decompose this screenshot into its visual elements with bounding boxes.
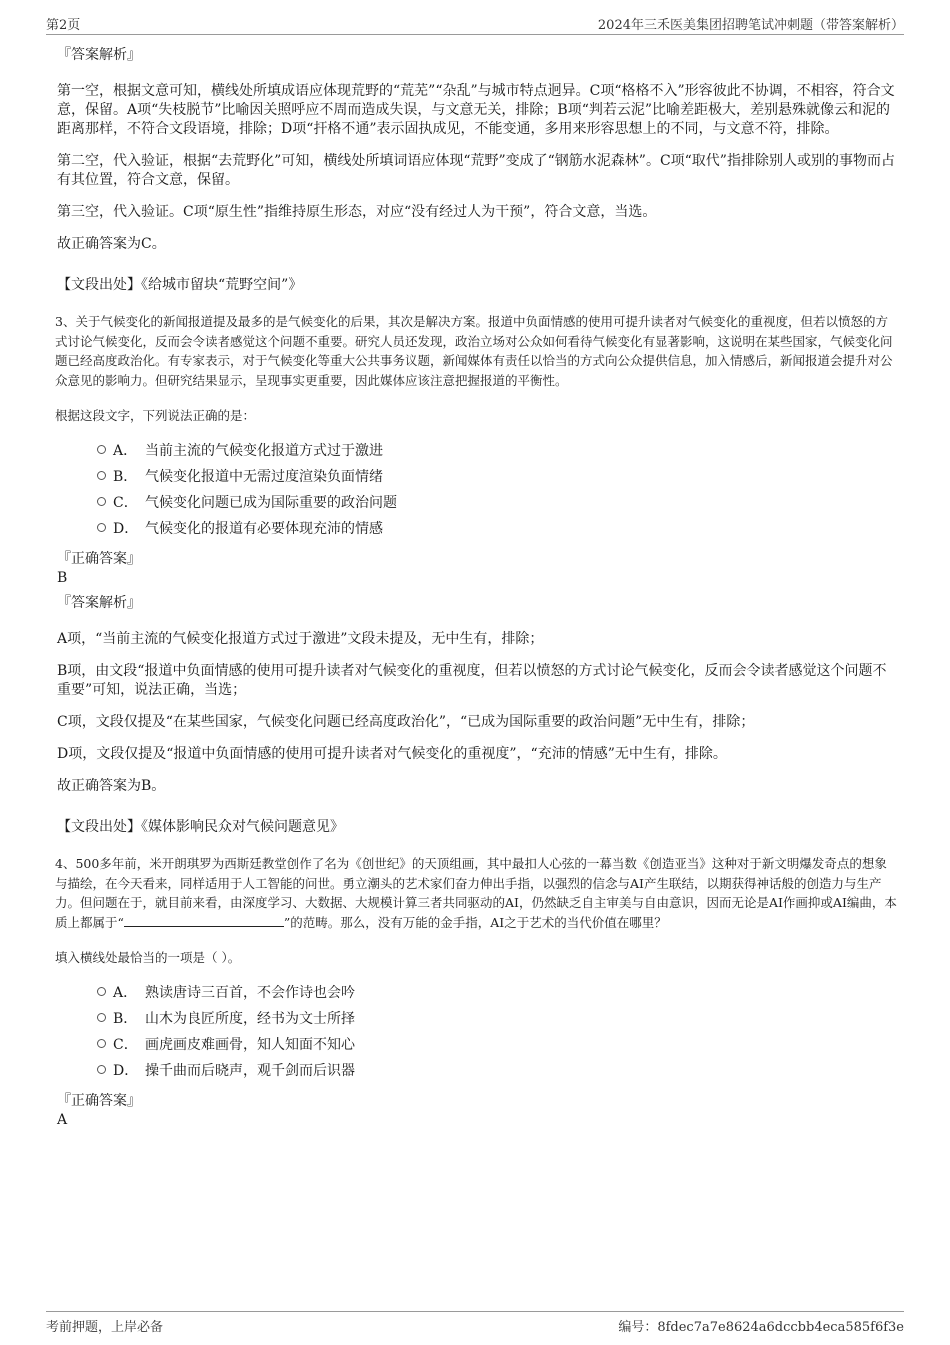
analysis-heading: 『答案解析』 [57,595,141,611]
analysis-conclusion: 故正确答案为C。 [57,236,166,252]
radio-icon[interactable] [97,445,106,454]
analysis-paragraph: C项，文段仅提及“在某些国家，气候变化问题已经高度政治化”，“已成为国际重要的政治问题”无中生有，排除； [57,714,755,730]
option-d[interactable] [57,1058,897,1084]
option-text: 画虎画皮难画骨，知人知面不知心 [145,1037,355,1053]
analysis-paragraph: D项，文段仅提及“报道中负面情感的使用可提升读者对气候变化的重视度”，“充沛的情感”无中生有，排除。 [57,746,727,762]
analysis-paragraph: B项，由文段“报道中负面情感的使用可提升读者对气候变化的重视度，但若以愤怒的方式讨论气候变化，反而会令读者感觉这个问题不重要”可知，说法正确，当选； [57,663,887,698]
option-a[interactable] [57,438,897,464]
correct-answer: A [57,1112,68,1128]
question-3-text: 3、关于气候变化的新闻报道提及最多的是气候变化的后果，其次是解决方案。报道中负面情感的使用可提升读者对气候变化的重视度，但若以愤怒的方式讨论气候变化，反而会令读者感觉这个问题不重要。研究人员还发现，政治立场对公众如何看待气候变化有显著影响，这说明在某些国家，气候变化问题已经高度政治化。有专家表示，对于气候变化等重大公共事务议题，新闻媒体有责任以恰当的方式向公众提供信息，加入情感后，新闻报道会提升对公众意见的影响力。但研究结果显示，呈现事实更重要，因此媒体应该注意把握报道的平衡性。 [55,314,893,388]
fill-blank [124,914,284,927]
option-text: 气候变化的报道有必要体现充沛的情感 [145,521,383,537]
analysis-paragraph: 第一空，根据文意可知，横线处所填成语应体现荒野的“荒芜”“杂乱”与城市特点迥异。C项“格格不入”形容彼此不协调，不相容，符合文意，保留。A项“失枝脱节”比喻因关照呼应不周而造成失误，与文意无关，排除；B项“判若云泥”比喻差距极大，差别悬殊就像云和泥的距离那样，不符合文段语境，排除；D项“扞格不通”表示固执成见，不能变通，多用来形容思想上的不同，与文意不符，排除。 [57,83,895,137]
radio-icon[interactable] [97,471,106,480]
option-c[interactable] [57,490,897,516]
option-text: 山木为良匠所度，经书为文士所择 [145,1011,355,1027]
correct-answer: B [57,570,68,586]
document-id: 编号：8fdec7a7e8624a6dccbb4eca585f6f3e [618,1320,904,1335]
question-3-prompt: 根据这段文字，下列说法正确的是： [55,408,256,423]
question-4-text [55,854,897,932]
radio-icon[interactable] [97,987,106,996]
option-letter: D． [113,521,139,537]
option-text: 熟读唐诗三百首，不会作诗也会吟 [145,985,355,1001]
question-3-options [57,438,897,542]
footer-slogan: 考前押题，上岸必备 [46,1320,164,1335]
document-title: 2024年三禾医美集团招聘笔试冲刺题（带答案解析） [597,18,904,33]
analysis-heading: 『答案解析』 [57,47,141,63]
radio-icon[interactable] [97,523,106,532]
option-a[interactable] [57,980,897,1006]
analysis-paragraph: 第三空，代入验证。C项“原生性”指维持原生形态，对应“没有经过人为干预”，符合文意，当选。 [57,204,657,220]
option-d[interactable] [57,516,897,542]
page-content [57,44,897,1134]
radio-icon[interactable] [97,497,106,506]
option-letter: C． [113,1037,138,1053]
option-letter: B． [113,1011,138,1027]
page-footer [46,1311,904,1334]
passage-source: 【文段出处】《给城市留块“荒野空间”》 [57,277,303,293]
option-letter: C． [113,495,138,511]
option-b[interactable] [57,1006,897,1032]
option-b[interactable] [57,464,897,490]
option-text: 气候变化问题已成为国际重要的政治问题 [145,495,397,511]
question-4-text-before: 4、500多年前，米开朗琪罗为西斯廷教堂创作了名为《创世纪》的天顶组画，其中最扣人心弦的一幕当数《创造亚当》这种对于新文明爆发奇点的想象与描绘，在今天看来，同样适用于人工智能的问世。勇立潮头的艺术家们奋力伸出手指，以强烈的信念与AI产生联结，以期获得神话般的创造力与生产力。但问题在于，就目前来看，由深度学习、大数据、大规模计算三者共同驱动的AI，仍然缺乏自主审美与自由意识，因而无论是AI作画抑或AI编曲，本质上都属于“ [55,856,897,930]
answer-heading: 『正确答案』 [57,551,141,567]
radio-icon[interactable] [97,1039,106,1048]
question-4-prompt: 填入横线处最恰当的一项是（ ）。 [55,950,241,965]
option-text: 当前主流的气候变化报道方式过于激进 [145,443,383,459]
option-letter: A． [113,443,138,459]
option-letter: B． [113,469,138,485]
radio-icon[interactable] [97,1013,106,1022]
analysis-conclusion: 故正确答案为B。 [57,778,166,794]
page-header [46,14,904,35]
option-c[interactable] [57,1032,897,1058]
radio-icon[interactable] [97,1065,106,1074]
analysis-paragraph: A项，“当前主流的气候变化报道方式过于激进”文段未提及，无中生有，排除； [57,631,544,647]
option-letter: A． [113,985,138,1001]
answer-heading: 『正确答案』 [57,1093,141,1109]
analysis-paragraph: 第二空，代入验证，根据“去荒野化”可知，横线处所填词语应体现“荒野”变成了“钢筋水泥森林”。C项“取代”指排除别人或别的事物而占有其位置，符合文意，保留。 [57,153,895,188]
question-4-text-after: ”的范畴。那么，没有万能的金手指，AI之于艺术的当代价值在哪里？ [283,914,667,930]
option-text: 气候变化报道中无需过度渲染负面情绪 [145,469,383,485]
question-4-options [57,980,897,1084]
option-letter: D． [113,1063,139,1079]
passage-source: 【文段出处】《媒体影响民众对气候问题意见》 [57,819,344,835]
page-number: 第2页 [46,18,81,33]
option-text: 操千曲而后晓声，观千剑而后识器 [145,1063,355,1079]
